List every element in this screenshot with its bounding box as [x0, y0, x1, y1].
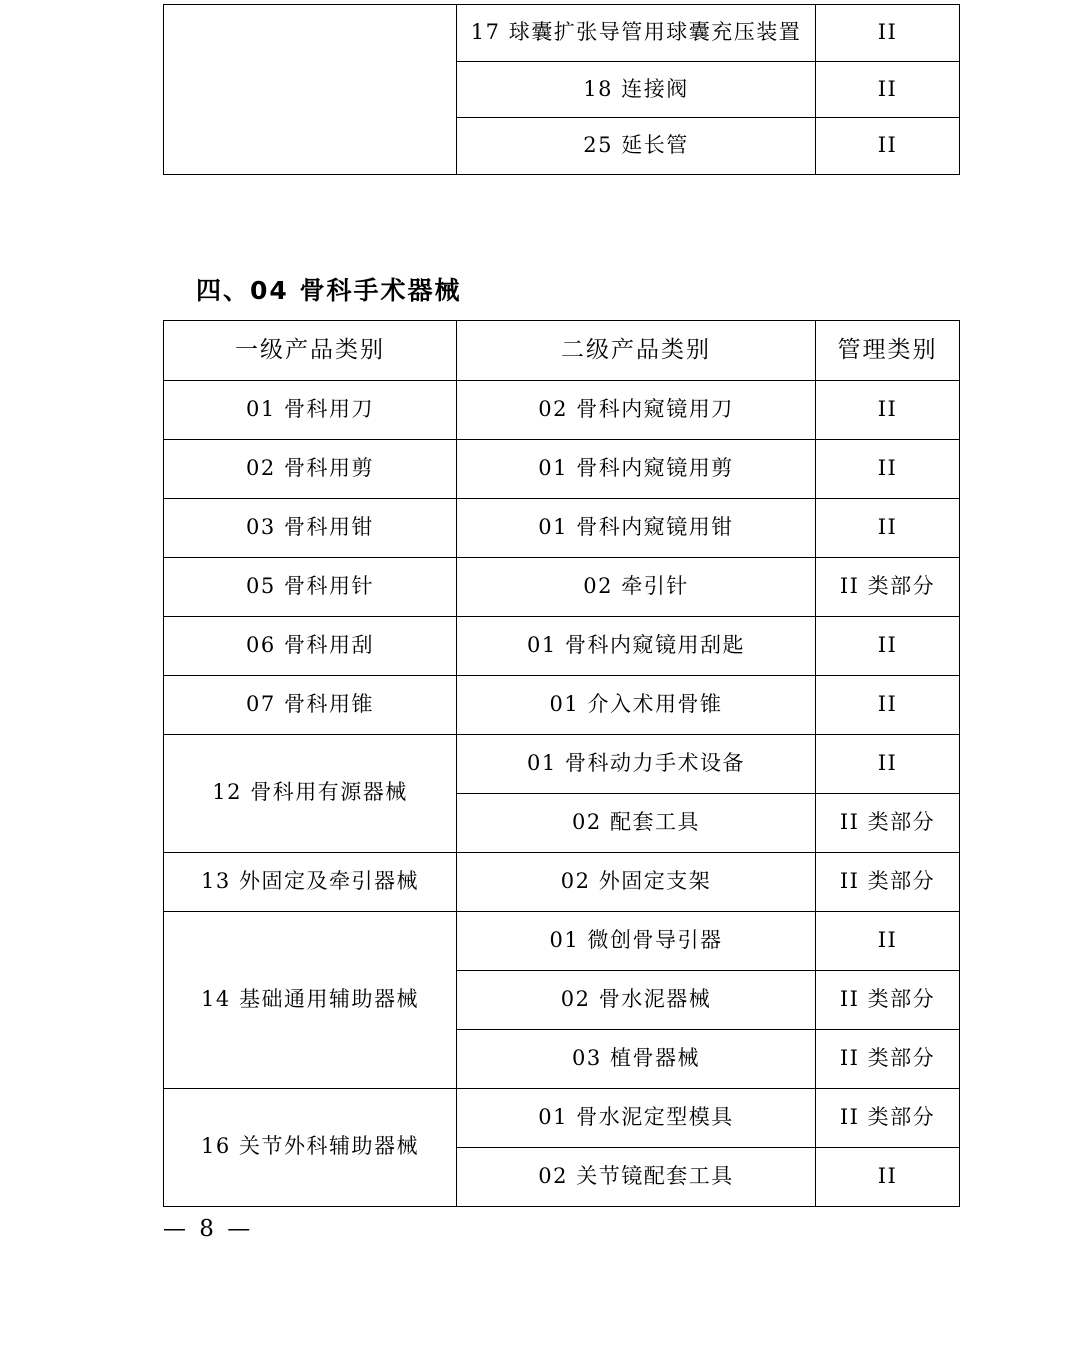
level1-cell: 02 骨科用剪	[164, 439, 457, 498]
level1-cell: 13 外固定及牵引器械	[164, 852, 457, 911]
table-row	[164, 675, 960, 734]
level2-cell: 01 微创骨导引器	[457, 911, 816, 970]
level1-cell-empty	[164, 5, 457, 175]
level1-cell: 03 骨科用钳	[164, 498, 457, 557]
table-row	[164, 557, 960, 616]
section-heading: 四、04 骨科手术器械	[196, 276, 462, 305]
class-cell: II 类部分	[816, 970, 960, 1029]
table-row	[164, 380, 960, 439]
class-cell: II 类部分	[816, 1029, 960, 1088]
level2-cell: 01 骨科动力手术设备	[457, 734, 816, 793]
page-number: — 8 —	[163, 1216, 254, 1242]
level2-cell: 25 延长管	[457, 118, 816, 175]
table-header-row	[164, 321, 960, 381]
level2-cell: 01 骨水泥定型模具	[457, 1088, 816, 1147]
level2-cell: 01 介入术用骨锥	[457, 675, 816, 734]
level2-cell: 18 连接阀	[457, 61, 816, 118]
header-level2: 二级产品类别	[457, 321, 816, 381]
class-cell: II 类部分	[816, 852, 960, 911]
level2-cell: 03 植骨器械	[457, 1029, 816, 1088]
level1-cell: 06 骨科用刮	[164, 616, 457, 675]
level2-cell: 02 牵引针	[457, 557, 816, 616]
class-cell: II	[816, 911, 960, 970]
table-row	[164, 616, 960, 675]
table-row	[164, 439, 960, 498]
level1-cell: 16 关节外科辅助器械	[164, 1088, 457, 1206]
class-cell: II	[816, 734, 960, 793]
level2-cell: 02 骨科内窥镜用刀	[457, 380, 816, 439]
continuation-table-body	[164, 5, 960, 175]
table-row	[164, 498, 960, 557]
class-cell: II	[816, 439, 960, 498]
level2-cell: 01 骨科内窥镜用钳	[457, 498, 816, 557]
continuation-table	[163, 4, 960, 175]
table-row	[164, 852, 960, 911]
table-row	[164, 1088, 960, 1147]
class-cell: II 类部分	[816, 1088, 960, 1147]
table-row	[164, 734, 960, 793]
orthopedic-instruments-table	[163, 320, 960, 1207]
class-cell: II	[816, 118, 960, 175]
level1-cell: 07 骨科用锥	[164, 675, 457, 734]
class-cell: II 类部分	[816, 557, 960, 616]
class-cell: II	[816, 5, 960, 62]
header-level1: 一级产品类别	[164, 321, 457, 381]
table-row	[164, 5, 960, 62]
level1-cell: 05 骨科用针	[164, 557, 457, 616]
level2-cell: 02 关节镜配套工具	[457, 1147, 816, 1206]
level2-cell: 02 外固定支架	[457, 852, 816, 911]
table-row	[164, 911, 960, 970]
class-cell: II 类部分	[816, 793, 960, 852]
level2-cell: 01 骨科内窥镜用剪	[457, 439, 816, 498]
level2-cell: 02 配套工具	[457, 793, 816, 852]
level2-cell: 01 骨科内窥镜用刮匙	[457, 616, 816, 675]
level1-cell: 14 基础通用辅助器械	[164, 911, 457, 1088]
level2-cell: 17 球囊扩张导管用球囊充压装置	[457, 5, 816, 62]
level1-cell: 01 骨科用刀	[164, 380, 457, 439]
level1-cell: 12 骨科用有源器械	[164, 734, 457, 852]
class-cell: II	[816, 1147, 960, 1206]
level2-cell: 02 骨水泥器械	[457, 970, 816, 1029]
class-cell: II	[816, 616, 960, 675]
class-cell: II	[816, 380, 960, 439]
orthopedic-instruments-table-body	[164, 321, 960, 1207]
header-class: 管理类别	[816, 321, 960, 381]
class-cell: II	[816, 498, 960, 557]
class-cell: II	[816, 61, 960, 118]
class-cell: II	[816, 675, 960, 734]
